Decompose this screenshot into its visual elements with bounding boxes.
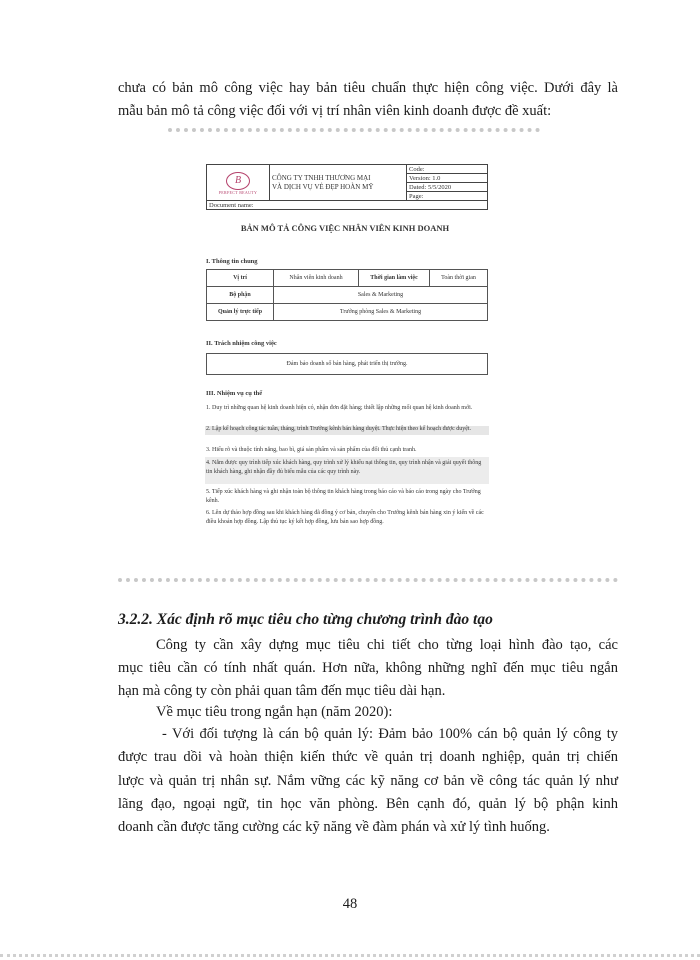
- intro-line-1: chưa có bản mô công việc hay bản tiêu chuẩn thực hiện công việc. Dưới đây là: [118, 80, 618, 96]
- document-title: BẢN MÔ TẢ CÔNG VIỆC NHÂN VIÊN KINH DOANH: [240, 223, 450, 233]
- section-general-info: I. Thông tin chung: [206, 258, 258, 265]
- document-header-table: [206, 164, 488, 210]
- responsibility-value: Đảm bảo doanh số bán hàng, phát triển thị trường.: [207, 354, 488, 375]
- task-item: 2. Lập kế hoạch công tác tuần, tháng, trình Trưởng kênh bán hàng duyệt. Thực hiện theo kế hoạch được duyệt.: [206, 426, 472, 432]
- department-label: Bộ phận: [207, 287, 274, 304]
- paragraph-line: Công ty cần xây dựng mục tiêu chi tiết cho từng loại hình đào tạo, các: [156, 637, 618, 653]
- section-heading: 3.2.2. Xác định rõ mục tiêu cho từng chương trình đào tạo: [118, 611, 493, 628]
- job-description-document: [190, 150, 500, 560]
- doc-version: Version: 1.0: [407, 174, 488, 183]
- position-label: Vị trí: [207, 270, 274, 287]
- manager-label: Quản lý trực tiếp: [207, 304, 274, 321]
- paragraph-line: - Với đối tượng là cán bộ quản lý: Đảm bảo 100% cán bộ quản lý công ty: [162, 726, 618, 742]
- company-name-line-1: CÔNG TY TNHH THƯƠNG MẠI: [272, 173, 371, 182]
- separator-dots: [118, 578, 618, 582]
- doc-dated: Dated: 5/5/2020: [407, 183, 488, 192]
- paragraph-line: lãng đạo, ngoại ngữ, tin học văn phòng. Bên cạnh đó, quản lý bộ phận kinh: [118, 796, 618, 812]
- task-item: 3. Hiểu rõ và thuộc tính năng, bao bì, giá sản phẩm và sản phẩm của đối thủ cạnh tranh.: [206, 447, 417, 453]
- company-name-line-2: VÀ DỊCH VỤ VẺ ĐẸP HOÀN MỸ: [272, 182, 374, 191]
- task-item: 1. Duy trì những quan hệ kinh doanh hiện có, nhận đơn đặt hàng; thiết lập những mối quan hệ kinh doanh mới.: [206, 405, 473, 411]
- working-time-label: Thời gian làm việc: [359, 270, 430, 287]
- working-time-value: Toàn thời gian: [430, 270, 488, 287]
- intro-line-2: mẫu bản mô tả công việc đối với vị trí nhân viên kinh doanh được đề xuất:: [118, 103, 552, 119]
- paragraph-line: hạn mà công ty còn phải quan tâm đến mục tiêu dài hạn.: [118, 683, 446, 699]
- document-name: Document name:: [207, 201, 488, 210]
- separator-dots: [168, 128, 540, 132]
- page-bottom-border: [0, 954, 700, 957]
- doc-code: Code:: [407, 165, 488, 174]
- section-responsibility: II. Trách nhiệm công việc: [206, 340, 277, 347]
- task-item: 5. Tiếp xúc khách hàng và ghi nhận toàn bộ thông tin khách hàng trong báo cáo và báo cáo trong ngày cho Trưởng kênh.: [206, 489, 481, 504]
- paragraph-line: doanh cần được tăng cường các kỹ năng về đàm phán và xử lý tình huống.: [118, 819, 550, 835]
- section-tasks: III. Nhiệm vụ cụ thể: [206, 390, 263, 397]
- general-info-table: [206, 269, 488, 321]
- logo-emblem-icon: B: [226, 172, 250, 190]
- task-item: 4. Nắm được quy trình tiếp xúc khách hàng, quy trình xử lý khiếu nại thông tin, quy trình nhận và giải quyết thông tin khách hàng, ghi nhận đầy đủ biểu mẫu của các quy trình này.: [206, 460, 482, 475]
- page-number: 48: [342, 896, 358, 912]
- department-value: Sales & Marketing: [274, 287, 488, 304]
- responsibility-table: [206, 353, 488, 375]
- paragraph-line: lược và quản trị nhân sự. Nắm vững các kỹ năng cơ bản về công tác quản lý như: [118, 773, 618, 789]
- paragraph-line: được trau dồi và hoàn thiện kiến thức về quản trị doanh nghiệp, quản trị chiến: [118, 749, 618, 765]
- paragraph-line: Về mục tiêu trong ngắn hạn (năm 2020):: [156, 704, 393, 720]
- logo-text: PERFECT BEAUTY: [218, 189, 258, 195]
- manager-value: Trưởng phòng Sales & Marketing: [274, 304, 488, 321]
- paragraph-line: mục tiêu cần có tính nhất quán. Hơn nữa, không những nghĩ đến mục tiêu ngắn: [118, 660, 618, 676]
- company-name: [270, 165, 407, 201]
- position-value: Nhân viên kinh doanh: [274, 270, 359, 287]
- task-item: 6. Lên dự thảo hợp đồng sau khi khách hàng đã đồng ý cơ bản, chuyển cho Trưởng kênh bán hàng xin ý kiến về các điều khoản hợp đồng. Lập thủ tục ký kết hợp đồng, lưu bản sao hợp đồng.: [206, 510, 484, 525]
- doc-page: Page:: [407, 192, 488, 201]
- company-logo: [207, 165, 270, 201]
